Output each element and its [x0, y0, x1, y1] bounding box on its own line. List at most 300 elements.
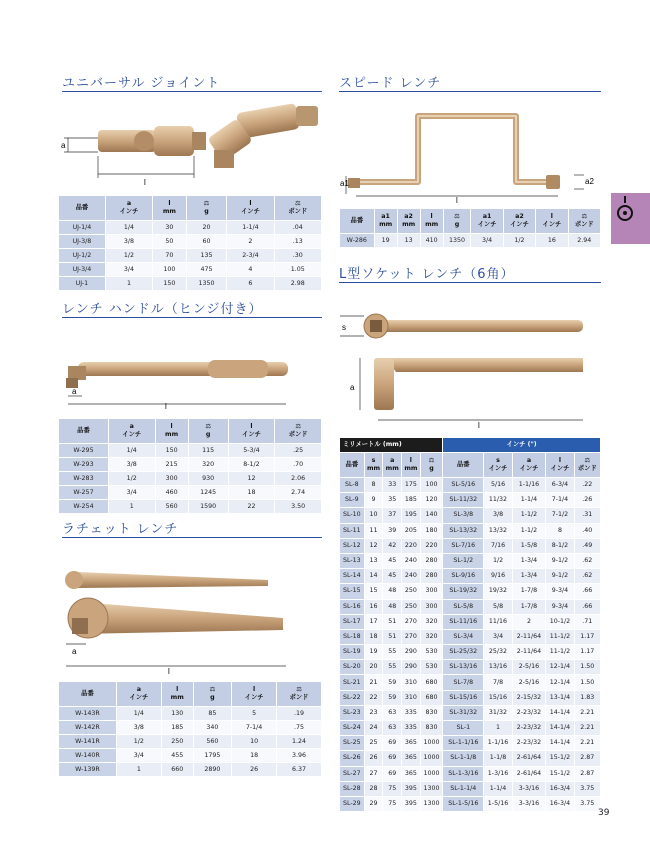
table-cell: 2-5/16 — [512, 675, 546, 690]
table-cell: 11-1/2 — [546, 629, 574, 644]
table-cell: .75 — [277, 721, 322, 735]
title-rule — [62, 317, 322, 318]
dim-label-a: a — [72, 387, 77, 396]
table-cell: 1000 — [420, 766, 443, 781]
table-cell: 3/4 — [105, 263, 152, 277]
table-cell: 11-1/2 — [546, 645, 574, 660]
table-cell: 63 — [383, 705, 402, 720]
column-header — [443, 453, 484, 478]
column-header-label: 品番 — [77, 427, 90, 434]
column-header-label: ⚖ — [205, 423, 211, 430]
table-cell: .66 — [574, 584, 600, 599]
table-cell: 9-3/4 — [546, 599, 574, 614]
table-cell: 1.83 — [574, 690, 600, 705]
table-cell: 3-3/16 — [512, 796, 546, 811]
table-row — [340, 781, 601, 796]
table-cell: 460 — [155, 486, 188, 500]
column-header-label: l — [249, 200, 252, 207]
table-cell: 6 — [227, 277, 274, 291]
table-cell: 2.74 — [275, 486, 322, 500]
table-cell: 1.50 — [574, 675, 600, 690]
column-header-label: l — [168, 200, 171, 207]
column-header-unit: インチ — [477, 221, 497, 228]
column-header — [275, 419, 322, 444]
table-cell: 75 — [383, 796, 402, 811]
table-cell: 13 — [397, 234, 420, 248]
table-cell: 6-3/4 — [546, 478, 574, 493]
dim-label-s: s — [342, 323, 346, 332]
column-header-label: ⚖ — [584, 457, 591, 464]
table-cell: 2890 — [193, 763, 231, 777]
column-header — [232, 682, 277, 707]
table-cell: 1-3/16 — [484, 766, 512, 781]
table-cell: 2-23/32 — [512, 736, 546, 751]
column-header-unit: g — [205, 431, 211, 438]
table-cell: 335 — [402, 705, 421, 720]
table-cell: SL-9 — [340, 493, 365, 508]
table-cell: SL-7/16 — [443, 538, 484, 553]
column-header-label: s — [496, 457, 500, 464]
table-cell: SL-13/32 — [443, 523, 484, 538]
table-row — [340, 478, 601, 493]
table-cell: 1-1/4 — [227, 221, 274, 235]
table-cell: 15/16 — [484, 690, 512, 705]
table-cell: 280 — [420, 553, 443, 568]
table-cell: 320 — [420, 614, 443, 629]
table-cell: 2.87 — [574, 751, 600, 766]
table-cell: .26 — [574, 493, 600, 508]
table-cell: 14-1/4 — [546, 721, 574, 736]
table-cell: 560 — [193, 735, 231, 749]
table-cell: .70 — [275, 458, 322, 472]
table-cell: 13 — [364, 553, 383, 568]
table-cell: 33 — [383, 478, 402, 493]
table-cell: 60 — [186, 235, 227, 249]
l-socket-illustration — [338, 298, 603, 430]
table-cell: 8-1/2 — [228, 458, 275, 472]
column-header — [503, 209, 535, 234]
table-cell: 69 — [383, 736, 402, 751]
table-cell: 22 — [364, 690, 383, 705]
table-cell: 1/4 — [116, 707, 161, 721]
table-cell: 13-1/4 — [546, 690, 574, 705]
table-cell: 1-7/8 — [512, 599, 546, 614]
table-cell: 130 — [161, 707, 193, 721]
table-row — [340, 751, 601, 766]
table-cell: 100 — [153, 263, 187, 277]
table-cell: 3/4 — [108, 486, 155, 500]
table-cell: 25 — [364, 736, 383, 751]
table-cell: 51 — [383, 614, 402, 629]
table-cell: SL-3/4 — [443, 629, 484, 644]
table-cell: SL-28 — [340, 781, 365, 796]
table-cell: 7-1/4 — [232, 721, 277, 735]
column-header-unit: mm — [165, 431, 179, 438]
column-header — [161, 682, 193, 707]
table-cell: 1300 — [420, 781, 443, 796]
table-cell: SL-1 — [443, 721, 484, 736]
table-cell: 120 — [420, 493, 443, 508]
table-cell: SL-19/32 — [443, 584, 484, 599]
column-header — [59, 419, 109, 444]
table-cell: SL-24 — [340, 721, 365, 736]
column-header-label: 品番 — [75, 204, 89, 211]
table-cell: 2-61/64 — [512, 751, 546, 766]
table-cell: 35 — [383, 493, 402, 508]
table-cell: 48 — [383, 599, 402, 614]
table-row — [59, 472, 322, 486]
table-cell: 1000 — [420, 751, 443, 766]
table-cell: .31 — [574, 508, 600, 523]
column-header — [340, 209, 375, 234]
table-cell: 2.98 — [274, 277, 321, 291]
table-row — [59, 735, 322, 749]
column-header-unit: mm — [425, 221, 439, 228]
table-cell: SL-11/32 — [443, 493, 484, 508]
table-cell: 270 — [402, 629, 421, 644]
column-header — [340, 453, 365, 478]
table-cell: .19 — [277, 707, 322, 721]
table-cell: 1/4 — [108, 444, 155, 458]
table-cell: 175 — [402, 478, 421, 493]
table-cell: 20 — [364, 660, 383, 675]
column-header-label: l — [550, 213, 553, 220]
table-cell: 205 — [402, 523, 421, 538]
table-cell: 1245 — [188, 486, 228, 500]
table-cell: 1350 — [443, 234, 471, 248]
column-header-label: a — [390, 457, 395, 464]
table-row — [340, 705, 601, 720]
table-cell: 250 — [402, 599, 421, 614]
table-row — [59, 235, 322, 249]
table-row — [340, 796, 601, 811]
column-header-unit: g — [204, 208, 209, 215]
table-cell: SL-3/8 — [443, 508, 484, 523]
column-header-label: ⚖ — [209, 686, 216, 693]
table-cell: 1-1/8 — [484, 751, 512, 766]
column-header-label: ⚖ — [296, 686, 302, 693]
table-cell: SL-1-5/16 — [443, 796, 484, 811]
column-header-label: 品番 — [456, 461, 470, 468]
table-cell: SL-19 — [340, 645, 365, 660]
column-header-label: l — [430, 213, 433, 220]
page-number: 39 — [598, 808, 610, 818]
table-cell: 3/8 — [116, 721, 161, 735]
column-header-unit: mm — [366, 465, 381, 472]
table-cell: 11/32 — [484, 493, 512, 508]
table-row — [59, 249, 322, 263]
ratchet-illustration — [58, 562, 323, 677]
column-header-unit: ポンド — [574, 221, 594, 228]
table-cell: 10 — [364, 508, 383, 523]
table-row — [340, 234, 601, 248]
table-cell: 185 — [161, 721, 193, 735]
table-cell: 1-1/2 — [512, 508, 546, 523]
column-header-label: l — [409, 457, 412, 464]
table-cell: .30 — [274, 249, 321, 263]
table-row — [340, 614, 601, 629]
speed-wrench-illustration — [338, 110, 603, 205]
table-cell: 18 — [232, 749, 277, 763]
table-cell: UJ-3/8 — [59, 235, 106, 249]
table-cell: .62 — [574, 569, 600, 584]
table-cell: 1/4 — [105, 221, 152, 235]
table-cell: 9/16 — [484, 569, 512, 584]
dim-label-a2: a2 — [585, 177, 594, 186]
table-cell: 5 — [232, 707, 277, 721]
table-cell: SL-5/16 — [443, 478, 484, 493]
universal-joint-illustration — [58, 100, 323, 188]
table-cell: 1 — [105, 277, 152, 291]
table-cell: 180 — [420, 523, 443, 538]
title-rule — [62, 537, 322, 538]
table-cell: SL-12 — [340, 538, 365, 553]
table-cell: 4 — [227, 263, 274, 277]
column-header-unit: インチ — [129, 694, 149, 701]
dim-label-a1: a1 — [340, 179, 349, 188]
table-cell: .04 — [274, 221, 321, 235]
table-cell: .71 — [574, 614, 600, 629]
table-cell: 15-1/2 — [546, 766, 574, 781]
table-row — [340, 766, 601, 781]
column-header-label: 品番 — [81, 690, 94, 697]
column-header-label: l — [176, 686, 179, 693]
table-cell: SL-1-3/16 — [443, 766, 484, 781]
table-cell: 14-1/4 — [546, 736, 574, 751]
column-header — [402, 453, 421, 478]
table-cell: 560 — [155, 500, 188, 514]
table-cell: 1.17 — [574, 629, 600, 644]
table-cell: 1/2 — [108, 472, 155, 486]
table-cell: 365 — [402, 736, 421, 751]
table-cell: SL-1-1/4 — [443, 781, 484, 796]
table-cell: 55 — [383, 660, 402, 675]
table-cell: 150 — [155, 444, 188, 458]
table-cell: 2.94 — [568, 234, 600, 248]
table-cell: 215 — [155, 458, 188, 472]
table-cell: SL-14 — [340, 569, 365, 584]
table-cell: 2-23/32 — [512, 705, 546, 720]
column-header — [546, 453, 574, 478]
table-cell: 2-5/16 — [512, 660, 546, 675]
column-header-label: a — [136, 686, 141, 693]
table-cell: SL-23 — [340, 705, 365, 720]
table-row — [340, 645, 601, 660]
column-header-label: a2 — [404, 213, 413, 220]
table-row — [340, 629, 601, 644]
table-cell: .25 — [275, 444, 322, 458]
table-row — [340, 538, 601, 553]
table-cell: .22 — [574, 478, 600, 493]
table-cell: 530 — [420, 645, 443, 660]
dim-label-a: a — [72, 647, 77, 656]
table-cell: 680 — [420, 690, 443, 705]
column-header-label: a — [129, 423, 134, 430]
table-cell: 1-5/16 — [484, 796, 512, 811]
ratchet-title: ラチェット レンチ — [62, 522, 179, 537]
table-cell: 220 — [420, 538, 443, 553]
table-cell: 830 — [420, 705, 443, 720]
table-cell: .40 — [574, 523, 600, 538]
universal-joint-spec-table — [58, 195, 322, 291]
table-cell: 25/32 — [484, 645, 512, 660]
table-cell: SL-17 — [340, 614, 365, 629]
table-cell: 50 — [153, 235, 187, 249]
speed-wrench-spec-table — [339, 208, 601, 248]
group-header-inch: インチ (") — [443, 438, 601, 453]
table-cell: 5-3/4 — [228, 444, 275, 458]
column-header-label: ⚖ — [581, 213, 588, 220]
column-header — [116, 682, 161, 707]
table-cell: 2-23/32 — [512, 721, 546, 736]
table-cell: 9 — [364, 493, 383, 508]
table-cell: SL-16 — [340, 599, 365, 614]
table-cell: 20 — [186, 221, 227, 235]
dim-label-a: a — [61, 141, 66, 150]
column-header-label: a1 — [381, 213, 390, 220]
column-header-label: a1 — [482, 213, 492, 220]
table-cell: 11 — [364, 523, 383, 538]
column-header-unit: mm — [379, 221, 393, 228]
table-row — [340, 569, 601, 584]
column-header-unit: インチ — [240, 208, 260, 215]
table-cell: SL-1/2 — [443, 553, 484, 568]
table-cell: SL-13/16 — [443, 660, 484, 675]
table-cell: 680 — [420, 675, 443, 690]
column-header — [108, 419, 155, 444]
table-cell: 660 — [161, 763, 193, 777]
table-cell: 3/4 — [484, 629, 512, 644]
column-header — [277, 682, 322, 707]
table-cell: W-141R — [59, 735, 117, 749]
table-cell: 30 — [153, 221, 187, 235]
table-cell: 13/16 — [484, 660, 512, 675]
table-cell: W-295 — [59, 444, 109, 458]
table-cell: 455 — [161, 749, 193, 763]
table-cell: 10 — [232, 735, 277, 749]
table-cell: 12-1/4 — [546, 675, 574, 690]
column-header — [105, 196, 152, 221]
column-header-unit: g — [429, 465, 434, 472]
table-row — [340, 599, 601, 614]
table-cell: 14 — [364, 569, 383, 584]
table-cell: 37 — [383, 508, 402, 523]
table-cell: 2-11/64 — [512, 645, 546, 660]
column-header — [274, 196, 321, 221]
column-header-label: ⚖ — [428, 457, 435, 464]
table-cell: SL-29 — [340, 796, 365, 811]
column-header-unit: インチ — [542, 221, 562, 228]
table-cell: 1-3/4 — [512, 569, 546, 584]
table-cell: 48 — [383, 584, 402, 599]
table-cell: 5/8 — [484, 599, 512, 614]
table-cell: 11/16 — [484, 614, 512, 629]
table-cell: 340 — [193, 721, 231, 735]
column-header-label: l — [170, 423, 173, 430]
column-header-label: a — [126, 200, 132, 207]
table-cell: 24 — [364, 721, 383, 736]
table-cell: UJ-3/4 — [59, 263, 106, 277]
column-header-unit: mm — [162, 208, 176, 215]
table-cell: .49 — [574, 538, 600, 553]
table-cell: 23 — [364, 705, 383, 720]
column-header — [59, 196, 106, 221]
table-cell: 270 — [402, 614, 421, 629]
table-cell: 1-1/16 — [484, 736, 512, 751]
table-cell: SL-26 — [340, 751, 365, 766]
table-cell: 10-1/2 — [546, 614, 574, 629]
table-cell: 2-11/64 — [512, 629, 546, 644]
table-cell: 45 — [383, 553, 402, 568]
table-cell: W-143R — [59, 707, 117, 721]
table-row — [59, 458, 322, 472]
column-header — [484, 453, 512, 478]
table-cell: 3/4 — [471, 234, 503, 248]
table-cell: SL-13 — [340, 553, 365, 568]
table-row — [340, 523, 601, 538]
column-header-label: a2 — [515, 213, 524, 220]
table-cell: 29 — [364, 796, 383, 811]
column-header-unit: mm — [404, 465, 418, 472]
table-cell: 3.96 — [277, 749, 322, 763]
table-row — [59, 707, 322, 721]
table-cell: 63 — [383, 721, 402, 736]
table-cell: 19/32 — [484, 584, 512, 599]
column-header — [186, 196, 227, 221]
table-cell: 2 — [512, 614, 546, 629]
table-cell: 14-1/4 — [546, 705, 574, 720]
table-cell: 2-15/32 — [512, 690, 546, 705]
table-cell: 220 — [402, 538, 421, 553]
table-cell: 1-1/4 — [512, 493, 546, 508]
column-header-unit: ポンド — [288, 431, 308, 438]
table-cell: 140 — [420, 508, 443, 523]
column-header-unit: インチ — [510, 221, 529, 228]
table-cell: 12 — [228, 472, 275, 486]
column-header-label: l — [253, 686, 256, 693]
table-row — [340, 675, 601, 690]
table-cell: SL-15 — [340, 584, 365, 599]
column-header-unit: mm — [170, 694, 184, 701]
table-cell: 150 — [153, 277, 187, 291]
dim-label-l: l — [168, 667, 170, 676]
table-row — [59, 486, 322, 500]
table-cell: 395 — [402, 796, 421, 811]
table-cell: 3.75 — [574, 796, 600, 811]
table-cell: 410 — [420, 234, 443, 248]
table-cell: 365 — [402, 766, 421, 781]
table-cell: UJ-1/2 — [59, 249, 106, 263]
table-cell: 240 — [402, 569, 421, 584]
column-header-unit: mm — [385, 465, 399, 472]
table-cell: 1 — [484, 721, 512, 736]
table-cell: SL-31/32 — [443, 705, 484, 720]
table-cell: 1 — [108, 500, 155, 514]
table-cell: W-142R — [59, 721, 117, 735]
table-cell: 1 — [116, 763, 161, 777]
table-cell: 320 — [188, 458, 228, 472]
table-cell: 16-3/4 — [546, 781, 574, 796]
table-cell: 1/2 — [503, 234, 535, 248]
dim-label-l: l — [456, 196, 458, 205]
table-cell: 1350 — [186, 277, 227, 291]
column-header-unit: g — [454, 221, 460, 228]
table-cell: 18 — [228, 486, 275, 500]
column-header-unit: ポンド — [577, 465, 597, 472]
column-header-unit: インチ — [242, 431, 261, 438]
table-cell: SL-18 — [340, 629, 365, 644]
table-row — [340, 721, 601, 736]
